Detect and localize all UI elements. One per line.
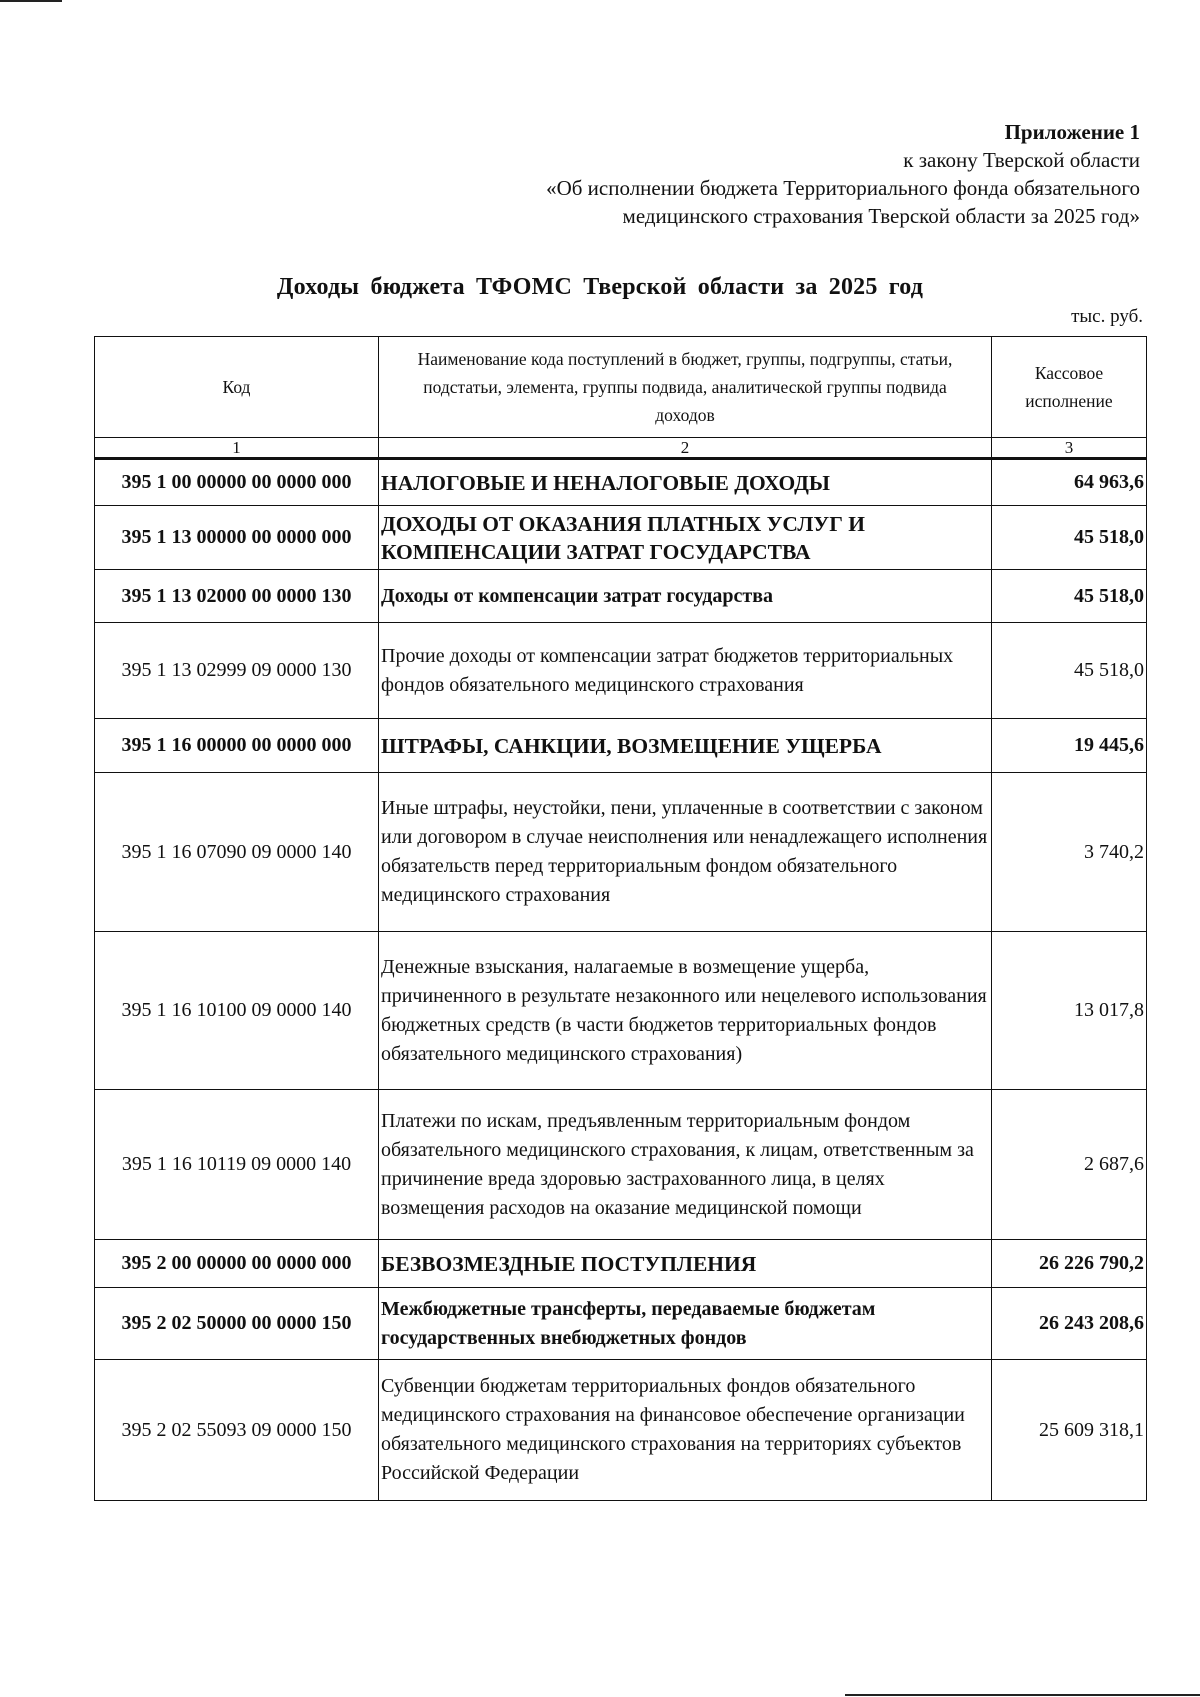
scan-edge-mark (845, 1694, 1200, 1696)
scan-edge-mark (0, 0, 62, 2)
row-code: 395 1 16 10100 09 0000 140 (95, 932, 379, 1090)
row-name: БЕЗВОЗМЕЗДНЫЕ ПОСТУПЛЕНИЯ (379, 1240, 992, 1288)
table-row (95, 570, 1147, 623)
row-name: Платежи по искам, предъявленным территориальным фондом обязательного медицинского страхования, к лицам, ответственным за причинение вреда здоровью застрахованного лица, в целях возмещения расходов на оказание медицинской помощи (379, 1090, 992, 1240)
header-name: Наименование кода поступлений в бюджет, группы, подгруппы, статьи, подстатьи, элемента, группы подвида, аналитической группы подвида доходов (379, 337, 992, 438)
table-row (95, 623, 1147, 719)
row-amount: 19 445,6 (992, 719, 1147, 773)
row-name: ШТРАФЫ, САНКЦИИ, ВОЗМЕЩЕНИЕ УЩЕРБА (379, 719, 992, 773)
column-number-row (95, 438, 1147, 459)
row-amount: 64 963,6 (992, 459, 1147, 506)
row-code: 395 1 13 02000 00 0000 130 (95, 570, 379, 623)
row-code: 395 1 13 02999 09 0000 130 (95, 623, 379, 719)
row-name: Иные штрафы, неустойки, пени, уплаченные в соответствии с законом или договором в случае неисполнения или ненадлежащего исполнения обязательств перед территориальным фондом обязательного медицинского страхования (379, 773, 992, 932)
row-code: 395 1 13 00000 00 0000 000 (95, 506, 379, 570)
row-amount: 13 017,8 (992, 932, 1147, 1090)
table-row (95, 1240, 1147, 1288)
table-row (95, 932, 1147, 1090)
table-row (95, 506, 1147, 570)
row-code: 395 1 16 00000 00 0000 000 (95, 719, 379, 773)
row-name: Субвенции бюджетам территориальных фондов обязательного медицинского страхования на финансовое обеспечение организации обязательного медицинского страхования на территориях субъектов Российской Федерации (379, 1360, 992, 1501)
row-code: 395 1 16 10119 09 0000 140 (95, 1090, 379, 1240)
table-row (95, 719, 1147, 773)
table-header-row (95, 337, 1147, 438)
header-code: Код (95, 337, 379, 438)
table-row (95, 1360, 1147, 1501)
table-row (95, 773, 1147, 932)
appendix-header (546, 118, 1140, 230)
appendix-title: Приложение 1 (1004, 120, 1140, 144)
column-number: 2 (379, 438, 992, 459)
row-amount: 25 609 318,1 (992, 1360, 1147, 1501)
table-row (95, 1090, 1147, 1240)
row-amount: 2 687,6 (992, 1090, 1147, 1240)
row-code: 395 2 02 50000 00 0000 150 (95, 1288, 379, 1360)
units-label: тыс. руб. (1071, 306, 1143, 327)
document-title: Доходы бюджета ТФОМС Тверской области за 2025 год (276, 274, 924, 300)
row-code: 395 1 16 07090 09 0000 140 (95, 773, 379, 932)
row-amount: 3 740,2 (992, 773, 1147, 932)
row-amount: 45 518,0 (992, 623, 1147, 719)
row-name: Межбюджетные трансферты, передаваемые бюджетам государственных внебюджетных фондов (379, 1288, 992, 1360)
income-table (94, 336, 1147, 1501)
row-amount: 45 518,0 (992, 506, 1147, 570)
row-name: Денежные взыскания, налагаемые в возмещение ущерба, причиненного в результате незаконного или нецелевого использования бюджетных средств (в части бюджетов территориальных фондов обязательного медицинского страхования) (379, 932, 992, 1090)
row-code: 395 2 02 55093 09 0000 150 (95, 1360, 379, 1501)
row-amount: 26 243 208,6 (992, 1288, 1147, 1360)
row-amount: 45 518,0 (992, 570, 1147, 623)
row-name: Доходы от компенсации затрат государства (379, 570, 992, 623)
column-number: 1 (95, 438, 379, 459)
header-amount: Кассовое исполнение (992, 337, 1147, 438)
column-number: 3 (992, 438, 1147, 459)
appendix-line: к закону Тверской области (903, 148, 1140, 172)
appendix-line: медицинского страхования Тверской области за 2025 год» (622, 204, 1140, 228)
row-name: ДОХОДЫ ОТ ОКАЗАНИЯ ПЛАТНЫХ УСЛУГ И КОМПЕНСАЦИИ ЗАТРАТ ГОСУДАРСТВА (379, 506, 992, 570)
row-code: 395 1 00 00000 00 0000 000 (95, 459, 379, 506)
appendix-line: «Об исполнении бюджета Территориального фонда обязательного (546, 176, 1140, 200)
row-name: Прочие доходы от компенсации затрат бюджетов территориальных фондов обязательного медицинского страхования (379, 623, 992, 719)
row-amount: 26 226 790,2 (992, 1240, 1147, 1288)
table-row (95, 459, 1147, 506)
row-code: 395 2 00 00000 00 0000 000 (95, 1240, 379, 1288)
table-row (95, 1288, 1147, 1360)
row-name: НАЛОГОВЫЕ И НЕНАЛОГОВЫЕ ДОХОДЫ (379, 459, 992, 506)
